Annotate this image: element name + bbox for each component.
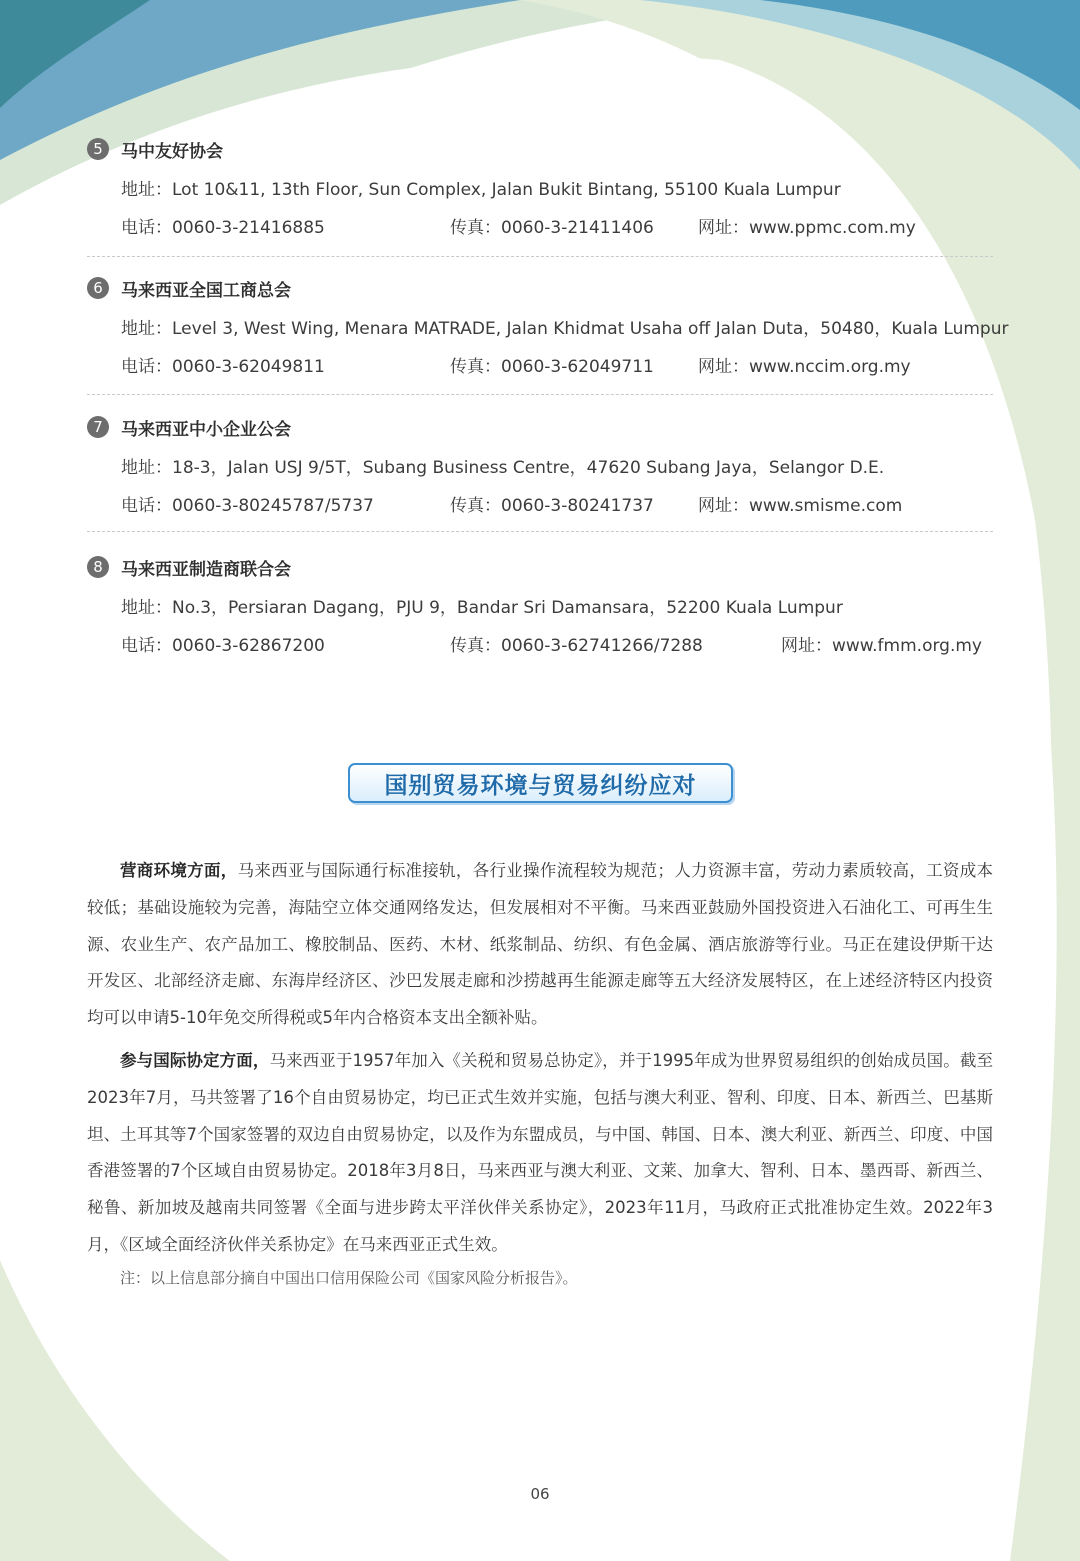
org-address: 地址：Level 3, West Wing, Menara MATRADE, Jalan Khidmat Usaha off Jalan Duta，50480，Kuala Lumpur (121, 319, 1009, 339)
page-number: 06 (530, 1485, 550, 1503)
org-phone: 电话：0060-3-62867200 (121, 636, 325, 656)
paragraph-international-agreements (87, 1043, 993, 1264)
org-website: 网址：www.fmm.org.my (781, 636, 982, 656)
org-name: 马来西亚全国工商总会 (121, 280, 291, 301)
section-title-box (348, 763, 733, 803)
org-number-badge: 8 (87, 556, 109, 578)
paragraph-lead: 营商环境方面， (120, 861, 238, 880)
org-phone: 电话：0060-3-62049811 (121, 357, 325, 377)
org-name: 马来西亚中小企业公会 (121, 419, 291, 440)
org-number-badge: 6 (87, 277, 109, 299)
dashed-divider (87, 394, 993, 395)
paragraph-body: 马来西亚于1957年加入《关税和贸易总协定》，并于1995年成为世界贸易组织的创始成员国。截至2023年7月，马共签署了16个自由贸易协定，均已正式生效并实施，包括与澳大利亚、智利、印度、日本、新西兰、巴基斯坦、土耳其等7个国家签署的双边自由贸易协定，以及作为东盟成员，与中国、韩国、日本、澳大利亚、新西兰、印度、中国香港签署的7个区域自由贸易协定。2018年3月8日，马来西亚与澳大利亚、文莱、加拿大、智利、日本、墨西哥、新西兰、秘鲁、新加坡及越南共同签署《全面与进步跨太平洋伙伴关系协定》，2023年11月，马政府正式批准协定生效。2022年3月，《区域全面经济伙伴关系协定》在马来西亚正式生效。 (87, 1051, 993, 1254)
org-fax: 传真：0060-3-62049711 (450, 357, 654, 377)
org-address: 地址：No.3，Persiaran Dagang，PJU 9，Bandar Sri Damansara，52200 Kuala Lumpur (121, 598, 843, 618)
org-website: 网址：www.smisme.com (698, 496, 903, 516)
org-address: 地址：Lot 10&11, 13th Floor, Sun Complex, Jalan Bukit Bintang, 55100 Kuala Lumpur (121, 180, 841, 200)
org-fax: 传真：0060-3-80241737 (450, 496, 654, 516)
section-title: 国别贸易环境与贸易纠纷应对 (384, 772, 697, 799)
org-heading (87, 276, 291, 300)
paragraph-body: 马来西亚与国际通行标准接轨，各行业操作流程较为规范；人力资源丰富，劳动力素质较高，工资成本较低；基础设施较为完善，海陆空立体交通网络发达，但发展相对不平衡。马来西亚鼓励外国投资进入石油化工、可再生生源、农业生产、农产品加工、橡胶制品、医药、木材、纸浆制品、纺织、有色金属、酒店旅游等行业。马正在建设伊斯干达开发区、北部经济走廊、东海岸经济区、沙巴发展走廊和沙捞越再生能源走廊等五大经济发展特区，在上述经济特区内投资均可以申请5-10年免交所得税或5年内合格资本支出全额补贴。 (87, 861, 994, 1028)
org-name: 马来西亚制造商联合会 (121, 559, 291, 580)
org-heading (87, 137, 223, 161)
org-fax: 传真：0060-3-62741266/7288 (450, 636, 703, 656)
org-website: 网址：www.ppmc.com.my (698, 218, 916, 238)
org-number-badge: 5 (87, 138, 109, 160)
paragraph-business-environment (87, 853, 993, 1037)
org-heading (87, 555, 291, 579)
dashed-divider (87, 531, 993, 532)
org-address: 地址：18-3，Jalan USJ 9/5T，Subang Business Centre，47620 Subang Jaya，Selangor D.E. (121, 458, 885, 478)
org-phone: 电话：0060-3-80245787/5737 (121, 496, 374, 516)
paragraph-lead: 参与国际协定方面， (120, 1051, 270, 1070)
source-note: 注：以上信息部分摘自中国出口信用保险公司《国家风险分析报告》。 (120, 1269, 578, 1287)
dashed-divider (87, 256, 993, 257)
org-fax: 传真：0060-3-21411406 (450, 218, 654, 238)
org-phone: 电话：0060-3-21416885 (121, 218, 325, 238)
org-name: 马中友好协会 (121, 141, 223, 162)
org-heading (87, 415, 291, 439)
org-number-badge: 7 (87, 416, 109, 438)
org-website: 网址：www.nccim.org.my (698, 357, 911, 377)
